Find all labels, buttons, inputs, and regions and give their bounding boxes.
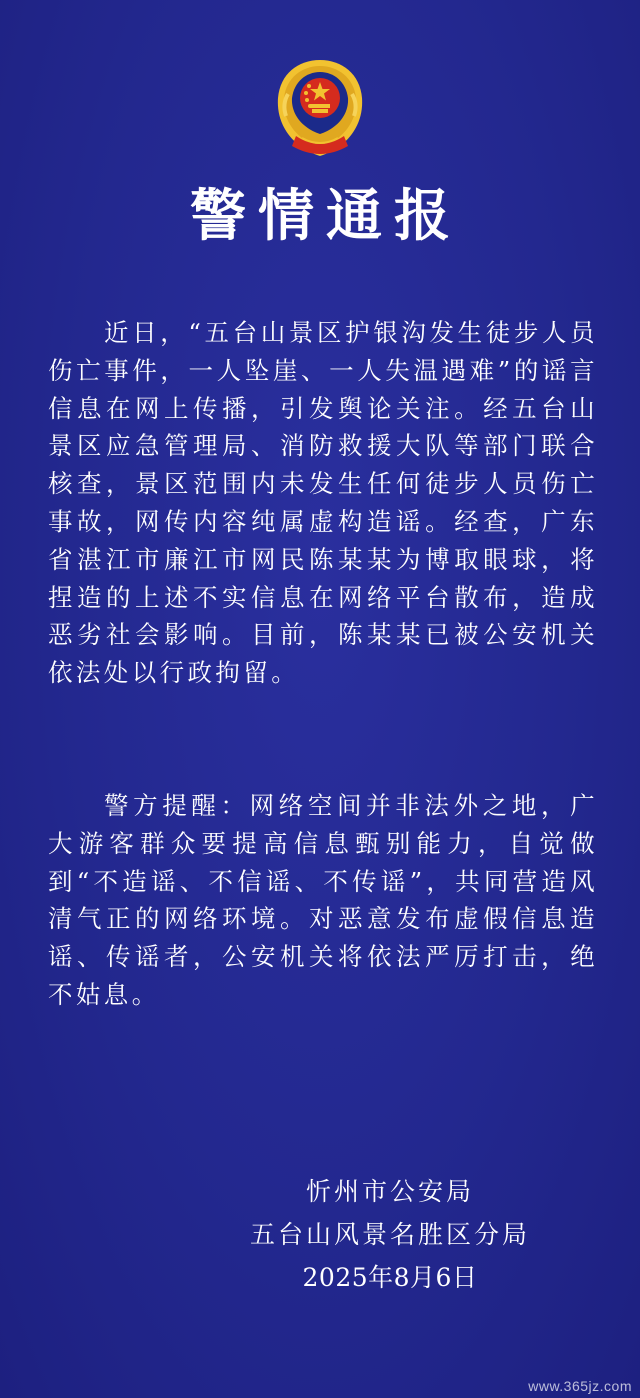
- notice-paragraph-1: [48, 314, 598, 692]
- paragraph-text: 近日，“五台山景区护银沟发生徒步人员伤亡事件，一人坠崖、一人失温遇难”的谣言信息在网上传播，引发舆论关注。经五台山景区应急管理局、消防救援大队等部门联合核查，景区范围内未发生任何徒步人员伤亡事故，网传内容纯属虚构造谣。经查，广东省湛江市廉江市网民陈某某为博取眼球，将捏造的上述不实信息在网络平台散布，造成恶劣社会影响。目前，陈某某已被公安机关依法处以行政拘留。: [48, 318, 598, 688]
- signature-org-city: 忻州市公安局: [305, 1177, 474, 1206]
- signature-org-branch: 五台山风景名胜区分局: [249, 1220, 530, 1249]
- page-title: 警情通报: [190, 184, 462, 249]
- signature-date: 2025年8月6日: [302, 1263, 478, 1292]
- notice-paragraph-2: [48, 787, 598, 1014]
- watermark-text: www.365jz.com: [528, 1378, 632, 1394]
- paragraph-text: 警方提醒：网络空间并非法外之地，广大游客群众要提高信息甄别能力，自觉做到“不造谣、不信谣、不传谣”，共同营造风清气正的网络环境。对恶意发布虚假信息造谣、传谣者，公安机关将依法严厉打击，绝不姑息。: [48, 791, 598, 1009]
- police-emblem-icon: [272, 56, 368, 160]
